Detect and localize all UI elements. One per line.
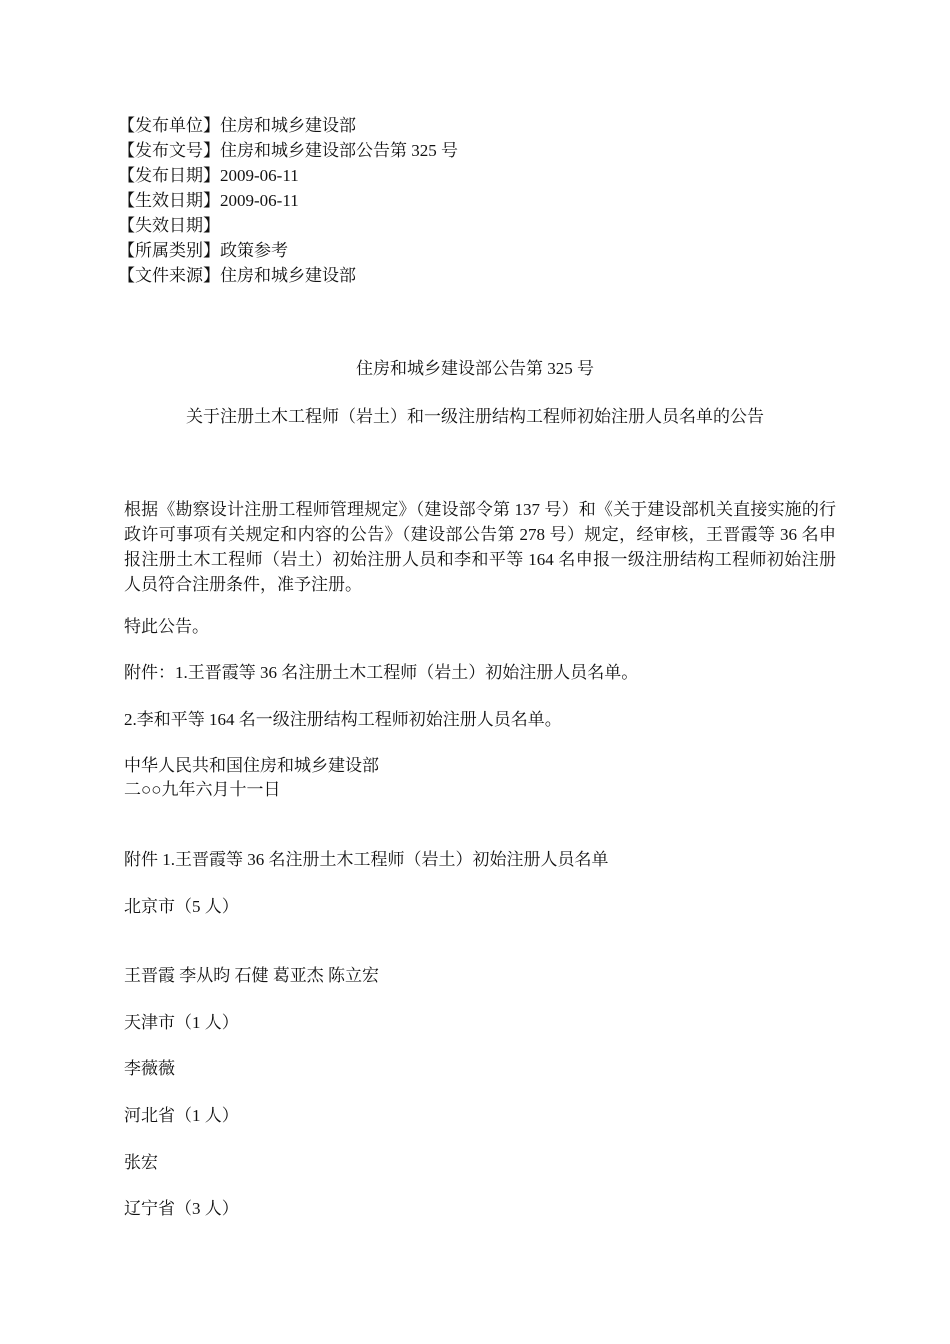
meta-effective-date: 【生效日期】2009-06-11 bbox=[118, 191, 299, 210]
meta-publisher: 【发布单位】住房和城乡建设部 bbox=[118, 116, 356, 135]
announcement-number: 住房和城乡建设部公告第 325 号 bbox=[356, 359, 594, 378]
region-heading: 河北省（1 人） bbox=[124, 1106, 239, 1125]
region-names: 王晋霞 李从昀 石健 葛亚杰 陈立宏 bbox=[124, 966, 379, 985]
meta-expiry-date: 【失效日期】 bbox=[118, 216, 220, 235]
region-names: 李薇薇 bbox=[124, 1059, 175, 1078]
region-heading: 北京市（5 人） bbox=[124, 897, 239, 916]
signature-date: 二○○九年六月十一日 bbox=[124, 780, 281, 799]
main-paragraph: 根据《勘察设计注册工程师管理规定》（建设部令第 137 号）和《关于建设部机关直接实施的行政许可事项有关规定和内容的公告》（建设部公告第 278 号）规定，经审核，王晋霞等 36 名申报注册土木工程师（岩土）初始注册人员和李和平等 164 名申报一级注册结构工程师初始注册人员符合注册条件，准予注册。 bbox=[124, 500, 836, 594]
meta-publish-date: 【发布日期】2009-06-11 bbox=[118, 166, 299, 185]
region-heading: 辽宁省（3 人） bbox=[124, 1199, 239, 1218]
meta-doc-number: 【发布文号】住房和城乡建设部公告第 325 号 bbox=[118, 141, 458, 160]
region-names: 张宏 bbox=[124, 1153, 158, 1172]
appendix-title: 附件 1.王晋霞等 36 名注册土木工程师（岩土）初始注册人员名单 bbox=[124, 850, 609, 869]
attachment-1: 附件：1.王晋霞等 36 名注册土木工程师（岩土）初始注册人员名单。 bbox=[124, 663, 639, 682]
meta-source: 【文件来源】住房和城乡建设部 bbox=[118, 266, 356, 285]
region-heading: 天津市（1 人） bbox=[124, 1013, 239, 1032]
signature-org: 中华人民共和国住房和城乡建设部 bbox=[124, 756, 379, 775]
announcement-title: 关于注册土木工程师（岩土）和一级注册结构工程师初始注册人员名单的公告 bbox=[186, 407, 764, 426]
notice-text: 特此公告。 bbox=[124, 617, 209, 636]
meta-category: 【所属类别】政策参考 bbox=[118, 241, 288, 260]
attachment-2: 2.李和平等 164 名一级注册结构工程师初始注册人员名单。 bbox=[124, 710, 562, 729]
